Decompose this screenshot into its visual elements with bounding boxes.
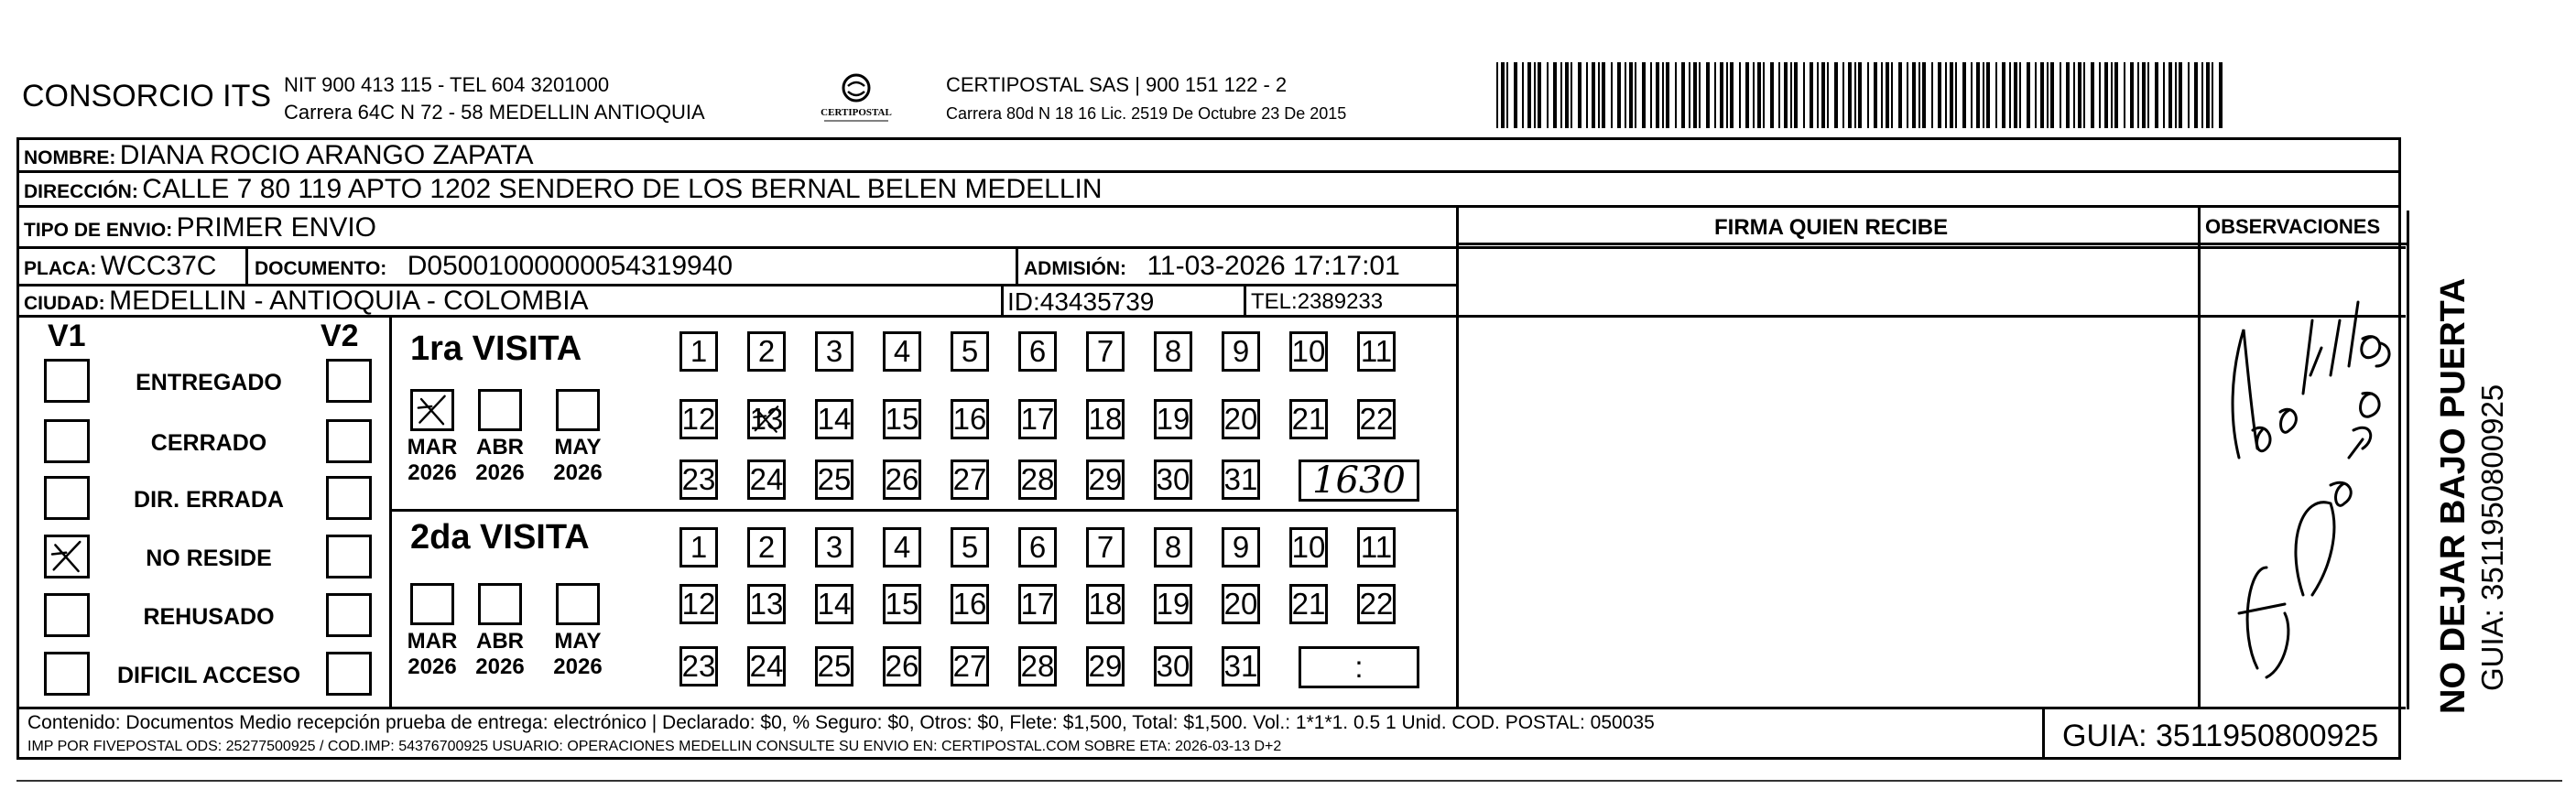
tel-value: 2389233 <box>1297 289 1384 314</box>
visit1-day-box[interactable]: 1 <box>679 331 718 372</box>
visit2-day-box[interactable]: 28 <box>1018 646 1057 686</box>
visit2-day-box[interactable]: 31 <box>1222 646 1260 686</box>
visit1-day-box[interactable]: 6 <box>1018 331 1057 372</box>
visit1-day-box[interactable]: 16 <box>951 399 989 439</box>
visit1-day-box[interactable]: 10 <box>1289 331 1328 372</box>
visit2-day-box[interactable]: 23 <box>679 646 718 686</box>
send-type-row <box>24 214 376 242</box>
visit1-day-box[interactable]: 20 <box>1222 399 1260 439</box>
visit2-day-box[interactable]: 25 <box>815 646 853 686</box>
visit2-day-box[interactable]: 27 <box>951 646 989 686</box>
visit1-month-label: MAY 2026 <box>553 435 603 485</box>
status-label: REHUSADO <box>143 604 275 630</box>
receiver-signature-area[interactable] <box>1460 246 2198 707</box>
footer-print-line: IMP POR FIVEPOSTAL ODS: 25277500925 / COD.IMP: 54376700925 USUARIO: OPERACIONES MEDELLIN CONSULTE SU ENVIO EN: CERTIPOSTAL.COM SOBRE ETA: 2026-03-13 D+2 <box>27 739 1282 754</box>
id-value: 43435739 <box>1039 287 1155 316</box>
plate-value: WCC37C <box>100 251 217 281</box>
day-cross-mark <box>750 402 783 437</box>
v1-checkbox[interactable] <box>44 476 90 520</box>
visit1-day-box[interactable]: 12 <box>679 399 718 439</box>
v2-checkbox[interactable] <box>326 535 372 578</box>
carrier-name: CERTIPOSTAL SAS | 900 151 122 - 2 <box>946 73 1288 96</box>
name-row <box>24 142 534 169</box>
company-nit: NIT 900 413 115 - TEL 604 3201000 <box>284 73 610 96</box>
name-value: DIANA ROCIO ARANGO ZAPATA <box>119 140 534 170</box>
barcode <box>1496 62 2225 128</box>
visit2-day-box[interactable]: 24 <box>747 646 786 686</box>
visit2-time-box[interactable]: : <box>1299 646 1419 688</box>
visit1-day-box[interactable]: 2 <box>747 331 786 372</box>
address-label: DIRECCIÓN: <box>24 181 138 202</box>
visit1-month-checkbox[interactable] <box>478 389 522 431</box>
v2-checkbox[interactable] <box>326 419 372 463</box>
visit2-day-box[interactable]: 7 <box>1086 527 1125 568</box>
document-value: D05001000000054319940 <box>407 251 734 281</box>
svg-text:CERTIPOSTAL: CERTIPOSTAL <box>821 107 892 118</box>
v2-checkbox[interactable] <box>326 652 372 696</box>
visit2-day-box[interactable]: 11 <box>1357 527 1396 568</box>
city-label: CIUDAD: <box>24 293 105 314</box>
visit2-day-box[interactable]: 17 <box>1018 584 1057 624</box>
status-label: CERRADO <box>150 430 267 456</box>
v1-checkbox[interactable] <box>44 419 90 463</box>
side-warning: NO DEJAR BAJO PUERTA <box>2434 277 2473 714</box>
status-label: DIFICIL ACCESO <box>117 663 301 688</box>
visit2-month-checkbox[interactable] <box>410 583 454 625</box>
document-row <box>255 253 733 280</box>
visit1-day-box[interactable]: 13 <box>747 399 786 439</box>
visit1-title: 1ra VISITA <box>410 330 582 368</box>
status-label: ENTREGADO <box>136 370 282 395</box>
certipostal-logo <box>806 71 907 128</box>
visit1-day-box[interactable]: 5 <box>951 331 989 372</box>
v1-checkbox[interactable] <box>44 535 90 578</box>
visit2-day-box[interactable]: 22 <box>1357 584 1396 624</box>
status-label: DIR. ERRADA <box>134 487 284 513</box>
visit2-day-box[interactable]: 19 <box>1154 584 1192 624</box>
visit1-day-box[interactable]: 19 <box>1154 399 1192 439</box>
visit1-day-box[interactable]: 7 <box>1086 331 1125 372</box>
visit1-day-box[interactable]: 4 <box>883 331 921 372</box>
visit1-day-box[interactable]: 11 <box>1357 331 1396 372</box>
footer-guia: GUIA: 3511950800925 <box>2062 719 2379 753</box>
visit1-day-box[interactable]: 24 <box>747 459 786 500</box>
visit2-day-box[interactable]: 29 <box>1086 646 1125 686</box>
visit1-month-checkbox[interactable] <box>410 389 454 431</box>
visit2-month-checkbox[interactable] <box>478 583 522 625</box>
visit1-day-box[interactable]: 31 <box>1222 459 1260 500</box>
admission-label: ADMISIÓN: <box>1024 258 1126 279</box>
tel-label: TEL: <box>1251 289 1298 314</box>
company-name: CONSORCIO ITS <box>22 79 272 114</box>
status-label: NO RESIDE <box>146 546 272 571</box>
observations-label: OBSERVACIONES <box>2205 215 2381 238</box>
admission-value: 11-03-2026 17:17:01 <box>1147 251 1400 281</box>
v1-checkbox[interactable] <box>44 593 90 637</box>
visit2-day-box[interactable]: 12 <box>679 584 718 624</box>
carrier-address: Carrera 80d N 18 16 Lic. 2519 De Octubre 23 De 2015 <box>946 104 1347 123</box>
visit2-month-label: ABR 2026 <box>475 629 525 679</box>
visit1-day-box[interactable]: 15 <box>883 399 921 439</box>
visit2-day-box[interactable]: 20 <box>1222 584 1260 624</box>
visit1-day-box[interactable]: 27 <box>951 459 989 500</box>
visit1-month-label: MAR 2026 <box>407 435 458 485</box>
visit2-day-box[interactable]: 9 <box>1222 527 1260 568</box>
plate-label: PLACA: <box>24 258 97 279</box>
name-label: NOMBRE: <box>24 147 116 168</box>
footer-content-line: Contenido: Documentos Medio recepción prueba de entrega: electrónico | Declarado: $0, % Seguro: $0, Otros: $0, Flete: $1,500, Total: $1,500. Vol.: 1*1*1. 0.5 1 Unid. COD. POSTAL: 050035 <box>27 712 1655 733</box>
visit2-day-box[interactable]: 15 <box>883 584 921 624</box>
v1-checkbox[interactable] <box>44 359 90 403</box>
visit2-day-box[interactable]: 3 <box>815 527 853 568</box>
send-type-value: PRIMER ENVIO <box>176 212 377 243</box>
v1-label: V1 <box>48 319 86 353</box>
visit1-day-box[interactable]: 29 <box>1086 459 1125 500</box>
plate-row <box>24 253 216 280</box>
visit1-month-checkbox[interactable] <box>556 389 600 431</box>
visit1-day-box[interactable]: 17 <box>1018 399 1057 439</box>
visit1-day-box[interactable]: 21 <box>1289 399 1328 439</box>
visit2-day-box[interactable]: 16 <box>951 584 989 624</box>
v2-label: V2 <box>321 319 359 353</box>
visit2-day-box[interactable]: 21 <box>1289 584 1328 624</box>
visit2-day-box[interactable]: 5 <box>951 527 989 568</box>
visit2-day-box[interactable]: 8 <box>1154 527 1192 568</box>
visit2-day-box[interactable]: 6 <box>1018 527 1057 568</box>
admission-row <box>1024 253 1400 280</box>
company-address: Carrera 64C N 72 - 58 MEDELLIN ANTIOQUIA <box>284 101 705 124</box>
visit2-day-box[interactable]: 4 <box>883 527 921 568</box>
visit1-day-box[interactable]: 26 <box>883 459 921 500</box>
visit2-month-label: MAR 2026 <box>407 629 458 679</box>
visit2-day-box[interactable]: 13 <box>747 584 786 624</box>
city-row <box>24 287 589 315</box>
address-value: CALLE 7 80 119 APTO 1202 SENDERO DE LOS BERNAL BELEN MEDELLIN <box>142 174 1103 204</box>
visit1-day-box[interactable]: 30 <box>1154 459 1192 500</box>
visit1-day-box[interactable]: 8 <box>1154 331 1192 372</box>
visit1-day-box[interactable]: 14 <box>815 399 853 439</box>
visit2-day-box[interactable]: 1 <box>679 527 718 568</box>
side-guia: GUIA: 3511950800925 <box>2475 384 2509 691</box>
address-row <box>24 176 1103 203</box>
visit2-day-box[interactable]: 14 <box>815 584 853 624</box>
visit2-day-box[interactable]: 10 <box>1289 527 1328 568</box>
visit1-day-box[interactable]: 9 <box>1222 331 1260 372</box>
visit1-time-box[interactable]: 1630 <box>1299 459 1419 502</box>
v2-checkbox[interactable] <box>326 593 372 637</box>
id-row <box>1007 289 1154 315</box>
visit1-day-box[interactable]: 25 <box>815 459 853 500</box>
visit2-title: 2da VISITA <box>410 518 590 557</box>
visit2-day-box[interactable]: 30 <box>1154 646 1192 686</box>
visit2-day-box[interactable]: 2 <box>747 527 786 568</box>
visit2-day-box[interactable]: 18 <box>1086 584 1125 624</box>
v1-checkbox[interactable] <box>44 652 90 696</box>
visit1-day-box[interactable]: 3 <box>815 331 853 372</box>
id-label: ID: <box>1007 287 1040 316</box>
visit1-day-box[interactable]: 22 <box>1357 399 1396 439</box>
v2-checkbox[interactable] <box>326 359 372 403</box>
document-label: DOCUMENTO: <box>255 258 387 279</box>
visit1-day-box[interactable]: 23 <box>679 459 718 500</box>
observation-handwriting <box>2202 265 2404 696</box>
visit1-month-label: ABR 2026 <box>475 435 525 485</box>
send-type-label: TIPO DE ENVIO: <box>24 220 173 241</box>
visit1-day-box[interactable]: 28 <box>1018 459 1057 500</box>
visit2-day-box[interactable]: 26 <box>883 646 921 686</box>
visit2-month-label: MAY 2026 <box>553 629 603 679</box>
receiver-signature-label: FIRMA QUIEN RECIBE <box>1714 215 1949 240</box>
visit2-month-checkbox[interactable] <box>556 583 600 625</box>
tel-row <box>1251 291 1383 313</box>
v2-checkbox[interactable] <box>326 476 372 520</box>
visit1-day-box[interactable]: 18 <box>1086 399 1125 439</box>
city-value: MEDELLIN - ANTIOQUIA - COLOMBIA <box>109 286 589 316</box>
